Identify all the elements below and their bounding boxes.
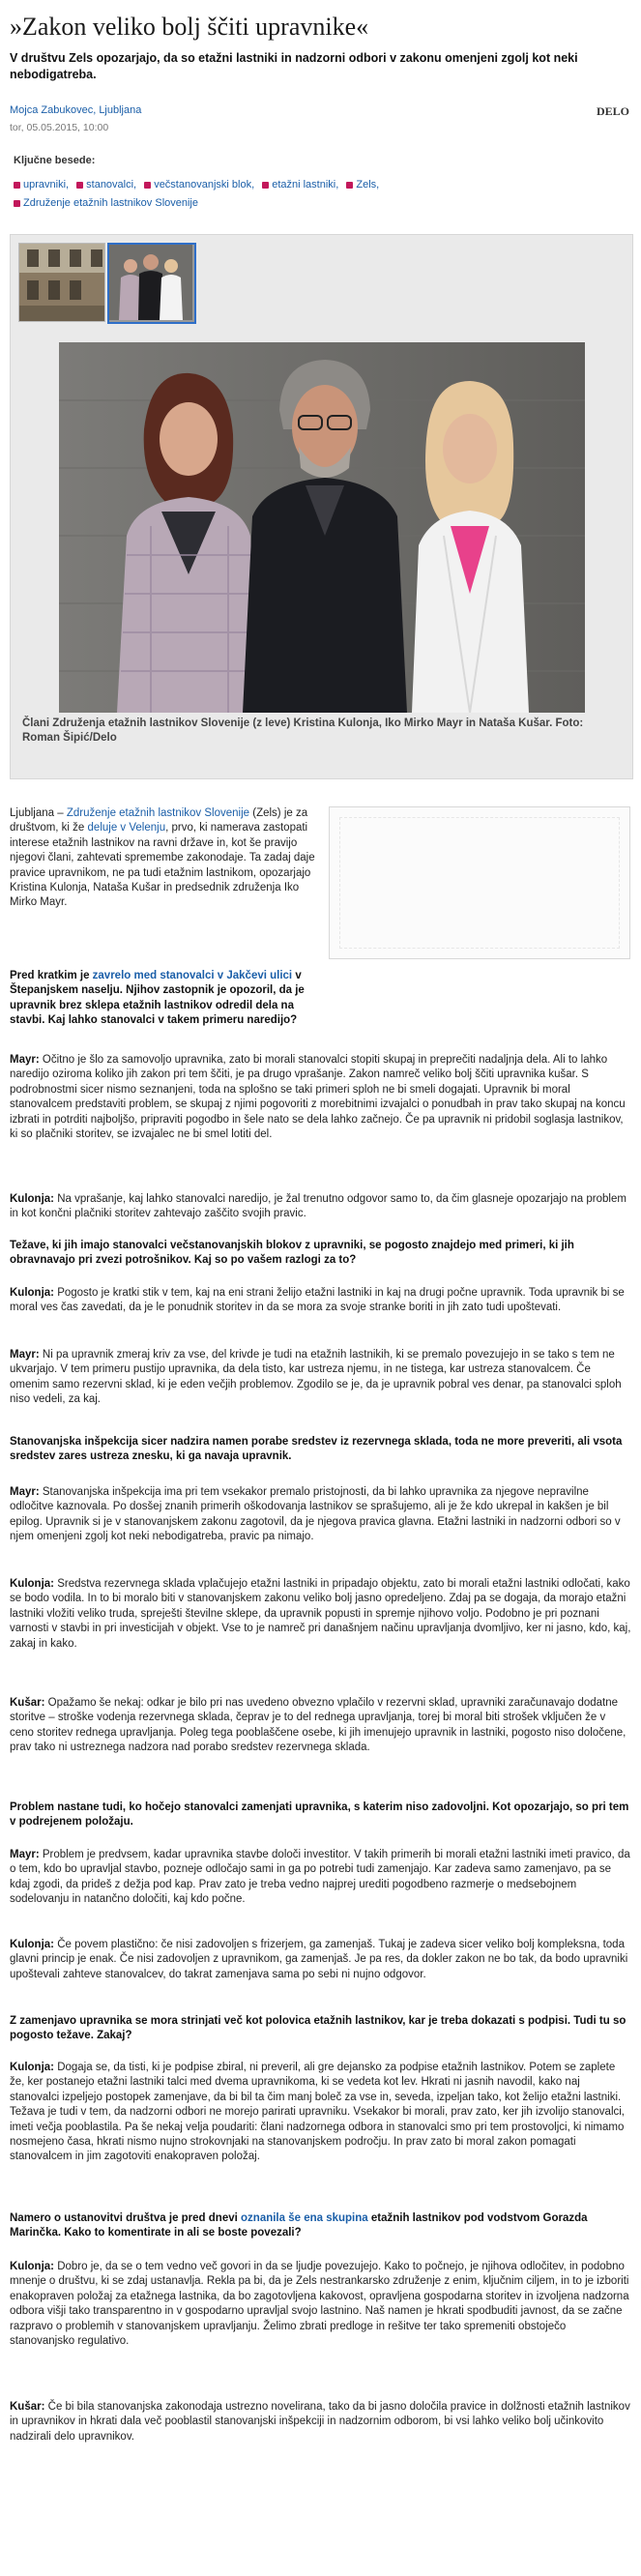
intro-paragraph: Ljubljana – Združenje etažnih lastnikov Slovenije (Zels) je za društvom, ki že deluje v Velenju, prvo, ki namerava zastopati interese etažnih lastnikov na ravni države in, kot še pravijo njegovi člani, zahtevati spremembe zakonodaje. Ta zadaj daje pravice upravnikom, ne pa tudi etažnim lastnikom, opozarjajo Kristina Kulonja, Nataša Kušar in predsednik združenja Iko Mirko Mayr. (10, 807, 315, 909)
keywords-title: Ključne besede: (14, 155, 96, 166)
answer-paragraph: Kulonja: Na vprašanje, kaj lahko stanovalci naredijo, je žal trenutno odgovor samo to, da čim glasneje opozarjajo na problem in kot končni plačniki storitev zahtevajo zaščito svojih pravic. (10, 1193, 626, 1220)
ad-box (329, 806, 630, 959)
gallery-thumbnail-selected[interactable] (107, 243, 196, 324)
author-link[interactable]: Mojca Zabukovec, Ljubljana (10, 104, 142, 116)
answer-paragraph: Kulonja: Sredstva rezervnega sklada vplačujejo etažni lastniki in pripadajo objektu, zato bi morali etažni lastniki odločati, kako se bodo vodila. In to bi moralo biti v stanovanjskem zakonu veliko bolj jasno opredeljeno. Zdaj pa se dogaja, da morajo etažni lastniki vložiti veliko truda, spreješti številne sklepe, da upravnik popusti in spremje njihovo voljo. Podobno je pri poznani varnosti v stavbi in pri investicijah v objekt. Vse to je namreč pri današnjem načinu upravljanja dvomljivo, ker ni jasno, kdo, kaj, zakaj in kako. (10, 1578, 631, 1650)
answer-paragraph: Mayr: Očitno je šlo za samovoljo upravnika, zato bi morali stanovalci stopiti skupaj in preprečiti nadaljnja dela. Ali to lahko naredijo oziroma koliko jih zakon pri tem ščiti, je pa drugo vprašanje. Zakon namreč veliko bolj ščiti upravnika kušar. S podrobnostmi sicer nismo seznanjeni, toda na splošno se taki primeri sploh ne bi smeli dogajati. Upravnik bi moral stanovalcem predstaviti problem, se skupaj z njimi pogovoriti z morebitnimi izvajalci o ponudbah in prav tako skupaj na koncu izbrati in potrditi najboljšo, pripraviti pogodbo in šele nato se dela lahko začnejo. Če pa upravnik ni pridobil soglasja lastnikov, ki so plačniki storitev, se izvajalec ne bi smel lotiti del. (10, 1054, 626, 1141)
answer-paragraph: Kulonja: Dogaja se, da tisti, ki je podpise zbiral, ni preveril, ali gre dejansko za podpise etažnih lastnikov. Potem se zaplete že, ker postanejo etažni lastniki talci med dvema upravnikoma, ki se vedeta kot lev. Hkrati ni jasnih navodil, kako naj stanovalci izpeljejo postopek zamenjave, da bi bil ta čim manj boleč za vse in, seveda, izpeljan tako, kot želijo etažni lastniki. Težava je tudi v tem, da nadzorni odbori ne morejo parirati upravniku. Vsekakor bi morali, prav zato, ker jih izvolijo stanovalci, imeti večja pooblastila. Pa še nekaj velja poudariti: člani nadzornega odbora in stanovalci smo pri tem prostovoljci, ki nimamo nosmejeno časa, hkrati nismo nujno strokovnjaki na stanovanjskem področju. In prav zato bi moral zakon pomagati stanovalcem in jim zagotoviti enakopraven položaj. (10, 2062, 625, 2163)
answer-paragraph: Mayr: Stanovanjska inšpekcija ima pri tem vsekakor premalo pristojnosti, da bi lahko upravnika za njegove nepravilne odločitve kaznovala. Po dosšej znanih primerih oškodovanja lastnikov se sprašujemo, ali je že kdo ukrepal in kakšen je bil epilog. Upravnik si je v stanovanjskem zakonu zagotovil, da je njegova pravica glavna. Etažni lastniki in nadzorni odbori so v njem omenjeni zgolj kot neki nebodigatreba, pravic pa nimajo. (10, 1486, 621, 1543)
keyword-link[interactable]: etažni lastniki, (262, 176, 338, 194)
keyword-link[interactable]: stanovalci, (76, 176, 136, 194)
answer-paragraph: Kušar: Če bi bila stanovanjska zakonodaja ustrezno novelirana, tako da bi jasno določila pravice in dolžnosti etažnih lastnikov in upravnikov in hkrati dala več pooblastil stanovanjski inšpekciji in nadzornim odborom, bi vsi lahko veliko bolj učinkovito nadzirali delo upravnikov. (10, 2401, 630, 2443)
answer-paragraph: Mayr: Ni pa upravnik zmeraj kriv za vse, del krivde je tudi na etažnih lastnikih, ki se premalo povezujejo in se tako s tem ne ukvarjajo. V tem primeru pustijo upravnika, da dela tisto, kar ustreza njemu, in ne tistega, kar ustreza stanovalcem. Če omenim samo rezervni sklad, ki je eden večjih problemov. Zgodilo se je, da je upravnik pobral ves denar, pa stanovalci sploh niso vedeli, za kaj. (10, 1349, 622, 1406)
keyword-link[interactable]: Zels, (346, 176, 379, 194)
keyword-link[interactable]: upravniki, (14, 176, 69, 194)
tag-icon (76, 182, 83, 189)
question-paragraph: Problem nastane tudi, ko hočejo stanovalci zamenjati upravnika, s katerim niso zadovoljni. Kot opozarjajo, so pri tem v podrejenem položaju. (10, 1801, 629, 1829)
publish-date: tor, 05.05.2015, 10:00 (10, 122, 109, 133)
keyword-link[interactable]: večstanovanjski blok, (144, 176, 254, 194)
question-1: Pred kratkim je zavrelo med stanovalci v Jakčevi ulici v Štepanjskem naselju. Njihov zastopnik je opozoril, da je upravnik brez sklepa etažnih lastnikov odredil dela na stavbi. Kaj lahko stanovalci v takem primeru naredijo? (10, 970, 305, 1027)
tag-icon (14, 182, 20, 189)
gallery-thumbnail[interactable] (18, 243, 105, 322)
organization-link[interactable]: Združenje etažnih lastnikov Slovenije (66, 807, 250, 819)
answer-paragraph: Kušar: Opažamo še nekaj: odkar je bilo pri nas uvedeno obvezno vplačilo v rezervni sklad, upravniki zaračunavajo dodatne storitve – stroške vodenja rezervnega sklada, čeprav je to del rednega upravljanja, torej bi moral biti strošek vključen že v ceno storitev rednega upravljanja. Poleg tega pooblaščene osebe, ki jih imenujejo upravnik in lastniki, pogosto niso določene, prav tako ni ustreznega nadzora nad porabo sredstev rezervnega sklada. (10, 1697, 626, 1754)
tag-icon (14, 200, 20, 207)
article-lead: V društvu Zels opozarjajo, da so etažni lastniki in nadzorni odbori v zakonu omenjeni zgolj kot neki nebodigatreba. (10, 51, 578, 81)
source-label: DELO (596, 104, 629, 118)
question-paragraph: Z zamenjavo upravnika se mora strinjati več kot polovica etažnih lastnikov, kar je treba dokazati s podpisi. Tudi tu so pogosto težave. Zakaj? (10, 2015, 626, 2042)
photo-caption: Člani Združenja etažnih lastnikov Slovenije (z leve) Kristina Kulonja, Iko Mirko Mayr in Nataša Kušar. Foto: Roman Šipić/Delo (22, 717, 584, 744)
question-paragraph: Namero o ustanovitvi društva je pred dnevi oznanila še ena skupina etažnih lastnikov pod vodstvom Gorazda Marinčka. Kako to komentirate in ali se boste povezali? (10, 2212, 588, 2239)
question-paragraph: Težave, ki jih imajo stanovalci večstanovanjskih blokov z upravniki, se pogosto znajdejo med primeri, ki jih obravnavajo pri zvezi potrošnikov. Kaj so po vašem razlogi za to? (10, 1240, 574, 1267)
jakceva-link[interactable]: zavrelo med stanovalci v Jakčevi ulici (92, 970, 293, 981)
answer-paragraph: Mayr: Problem je predvsem, kadar upravnika stavbe določi investitor. V takih primerih bi morali etažni lastniki imeti pravico, da o tem, kdo bo upravljal stavbo, pozneje odločajo sami in ga po potrebi tudi zamenjajo. Kar zadeva samo zamenjavo, pa se kdaj zgodi, da prideš z dežja pod kap. Prav zato je treba vedno najprej urediti pogodbeno razmerje o medsebojnem sodelovanju in natančno določiti, kaj kdo počne. (10, 1849, 630, 1906)
tag-icon (346, 182, 353, 189)
article-title: »Zakon veliko bolj ščiti upravnike« (10, 13, 369, 41)
answer-paragraph: Kulonja: Pogosto je kratki stik v tem, kaj na eni strani želijo etažni lastniki in kaj na drugi počne upravnik. Toda upravnik bi se moral ves čas zavedati, da je le ponudnik storitev in da se mora za svoje stranke boriti in jih zato tudi upoštevati. (10, 1287, 625, 1314)
ad-placeholder (339, 817, 620, 949)
main-photo[interactable] (59, 342, 585, 713)
answer-paragraph: Kulonja: Dobro je, da se o tem vedno več govori in da se ljudje povezujejo. Kako to počnejo, je njihova odločitev, in podobno mnenje o društvu, ki se zdaj ustanavlja. Rekla pa bi, da je Zels nestrankarsko združenje z enim, ključnim ciljem, in to je izboriti enakopraven položaj za etažnega lastnika, da bo zagotovljena kakovost, opravljena gospodarna storitev in izvoljena nadzorna odbora višji tako transparentno in v gospodarno upravljal svojo lastnino. Naš namen je hkrati spodbuditi javnost, da se začne razpravo o problemih v stanovanjskem upravljanju. Želimo zbrati predloge in rešitve ter tako spremeniti obstoječo stanovanjsko regulativo. (10, 2261, 629, 2348)
group-link[interactable]: oznanila še ena skupina (241, 2212, 368, 2224)
tag-icon (262, 182, 269, 189)
question-paragraph: Stanovanjska inšpekcija sicer nadzira namen porabe sredstev iz rezervnega sklada, toda ne more preveriti, ali vsota sredstev zares ustreza znesku, ki ga navaja upravnik. (10, 1436, 623, 1463)
photo-gallery (10, 234, 633, 779)
answer-paragraph: Kulonja: Če povem plastično: če nisi zadovoljen s frizerjem, ga zamenjaš. Tukaj je zadeva sicer veliko bolj kompleksna, toda glavni princip je enak. Če nisi zadovoljen z upravnikom, ga zamenjaš. Je pa res, da dokler zakon ne bo tak, da bodo upravniki upoštevali zahteve stanovalcev, do takrat zamenjava sama po sebi ni nujno odgovor. (10, 1939, 628, 1980)
velenje-link[interactable]: deluje v Velenju (87, 822, 166, 834)
tag-icon (144, 182, 151, 189)
keyword-link[interactable]: Združenje etažnih lastnikov Slovenije (14, 194, 198, 213)
keywords-list (14, 176, 623, 213)
